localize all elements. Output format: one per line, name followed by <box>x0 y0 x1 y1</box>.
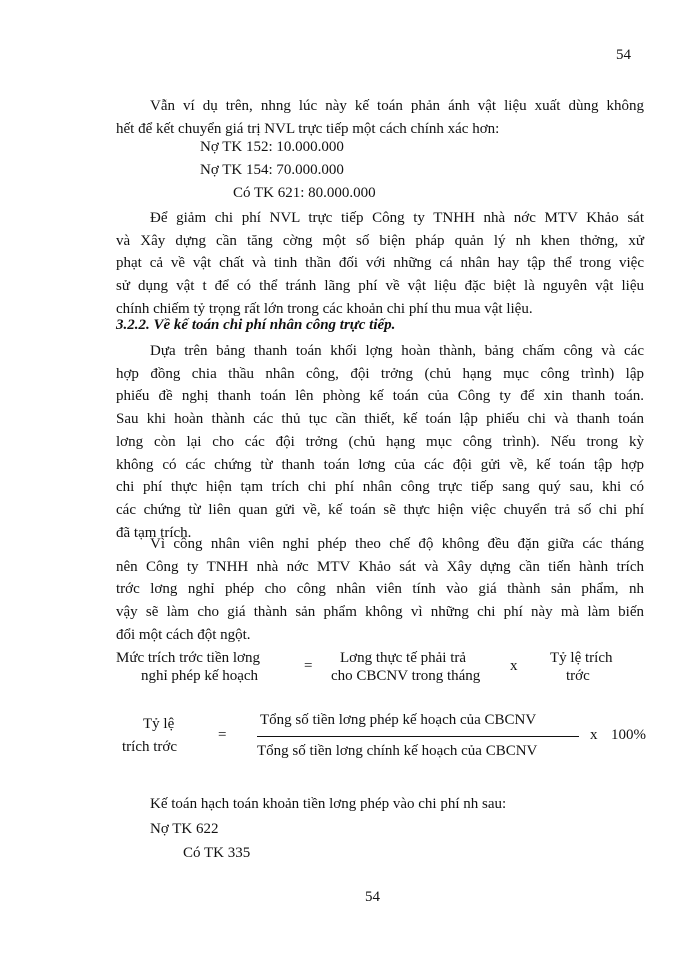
text-line: Dựa trên bảng thanh toán khối lợng hoàn thành, bảng chấm công và các <box>150 343 644 359</box>
formula1-right-line2: trớc <box>566 668 590 684</box>
formula1-middle-line1: Lơng thực tế phải trả <box>340 650 467 666</box>
formula1-middle-line2: cho CBCNV trong tháng <box>331 668 481 684</box>
text-line: Sau khi hoàn thành các thủ tục cần thiết, kế toán lập phiếu chi và thanh toán <box>116 411 644 428</box>
text-line: chính chiếm tỷ trọng rất lớn trong các khoản chi phí thu mua vật liệu. <box>116 300 533 317</box>
page-number-top: 54 <box>616 47 631 63</box>
page-number-bottom: 54 <box>365 889 380 905</box>
formula1-right-line1: Tỷ lệ trích <box>550 650 613 666</box>
text-line: hết để kết chuyển giá trị NVL trực tiếp một cách chính xác hơn: <box>116 120 500 137</box>
entry-debit-622: Nợ TK 622 <box>150 821 219 837</box>
text-line: không có các chứng từ thanh toán lơng của các đội gửi về, kế toán tập hợp <box>116 456 644 473</box>
text-line: sử dụng vật t để có thể tránh lãng phí về vật liệu đặc biệt là nguyên vật liệu <box>116 278 644 295</box>
formula2-denominator: Tổng số tiền lơng chính kế hoạch của CBCNV <box>257 743 538 759</box>
formula2-left-line1: Tỷ lệ <box>143 716 175 732</box>
paragraph-labor-cost <box>116 340 644 544</box>
entry-debit-154: Nợ TK 154: 70.000.000 <box>200 162 344 178</box>
text-line: Để giảm chi phí NVL trực tiếp Công ty TNHH nhà nớc MTV Khảo sát <box>150 210 644 226</box>
entry-credit-335: Có TK 335 <box>183 845 251 861</box>
text-line: đã tạm trích. <box>116 524 192 541</box>
text-line: trớc lơng nghỉ phép cho công nhân viên tính vào giá thành sản phẩm, nh <box>116 581 644 598</box>
paragraph-cost-reduction <box>116 207 644 321</box>
text-line: chi phí thực hiện tạm trích chi phí nhân công trực tiếp sang quý sau, khi có <box>116 479 644 496</box>
text-line: và Xây dựng cần tăng cờng một số biện pháp quản lý nh khen thởng, xử <box>116 232 644 249</box>
formula2-times: x <box>590 727 598 743</box>
paragraph-intro <box>116 95 644 140</box>
text-line: hợp đồng chia thầu nhân công, đội trởng (chủ hạng mục công trình) lập <box>116 365 644 382</box>
formula1-left-line1: Mức trích trớc tiền lơng <box>116 650 260 666</box>
section-heading: 3.2.2. Về kế toán chi phí nhân công trực tiếp. <box>116 317 396 333</box>
paragraph-leave-accrual <box>116 533 644 647</box>
formula2-numerator: Tổng số tiền lơng phép kế hoạch của CBCNV <box>260 712 537 728</box>
formula2-percent: 100% <box>611 727 646 743</box>
formula2-left-line2: trích trớc <box>122 739 177 755</box>
formula2-equals: = <box>218 727 227 743</box>
text-line: vậy sẽ làm cho giá thành sản phẩm không vì những chi phí này mà làm biến <box>116 604 644 621</box>
formula1-left-line2: nghỉ phép kế hoạch <box>141 668 259 684</box>
text-line: lơng còn lại cho các đội trởng (chủ hạng mục công trình). Nếu trong kỳ <box>116 433 644 450</box>
entry-credit-621: Có TK 621: 80.000.000 <box>233 185 376 201</box>
closing-sentence: Kế toán hạch toán khoản tiền lơng phép vào chi phí nh sau: <box>150 796 507 812</box>
entry-debit-152: Nợ TK 152: 10.000.000 <box>200 139 344 155</box>
formula1-equals: = <box>304 658 313 674</box>
fraction-bar <box>257 736 579 737</box>
text-line: các chứng từ liên quan gửi về, kế toán sẽ thực hiện việc chuyển trả số chi phí <box>116 501 644 518</box>
text-line: Vẫn ví dụ trên, nhng lúc này kế toán phản ánh vật liệu xuất dùng không <box>150 98 644 114</box>
text-line: phạt cả về vật chất và tinh thần đối với những cá nhân hay tập thể trong việc <box>116 255 644 272</box>
text-line: đổi một cách đột ngột. <box>116 626 251 643</box>
text-line: phiếu đề nghị thanh toán lên phòng kế toán của Công ty để xin thanh toán. <box>116 388 644 405</box>
text-line: Vì công nhân viên nghỉ phép theo chế độ không đều đặn giữa các tháng <box>150 536 644 552</box>
text-line: nên Công ty TNHH nhà nớc MTV Khảo sát và Xây dựng cần tiến hành trích <box>116 558 644 575</box>
formula1-times: x <box>510 658 518 674</box>
